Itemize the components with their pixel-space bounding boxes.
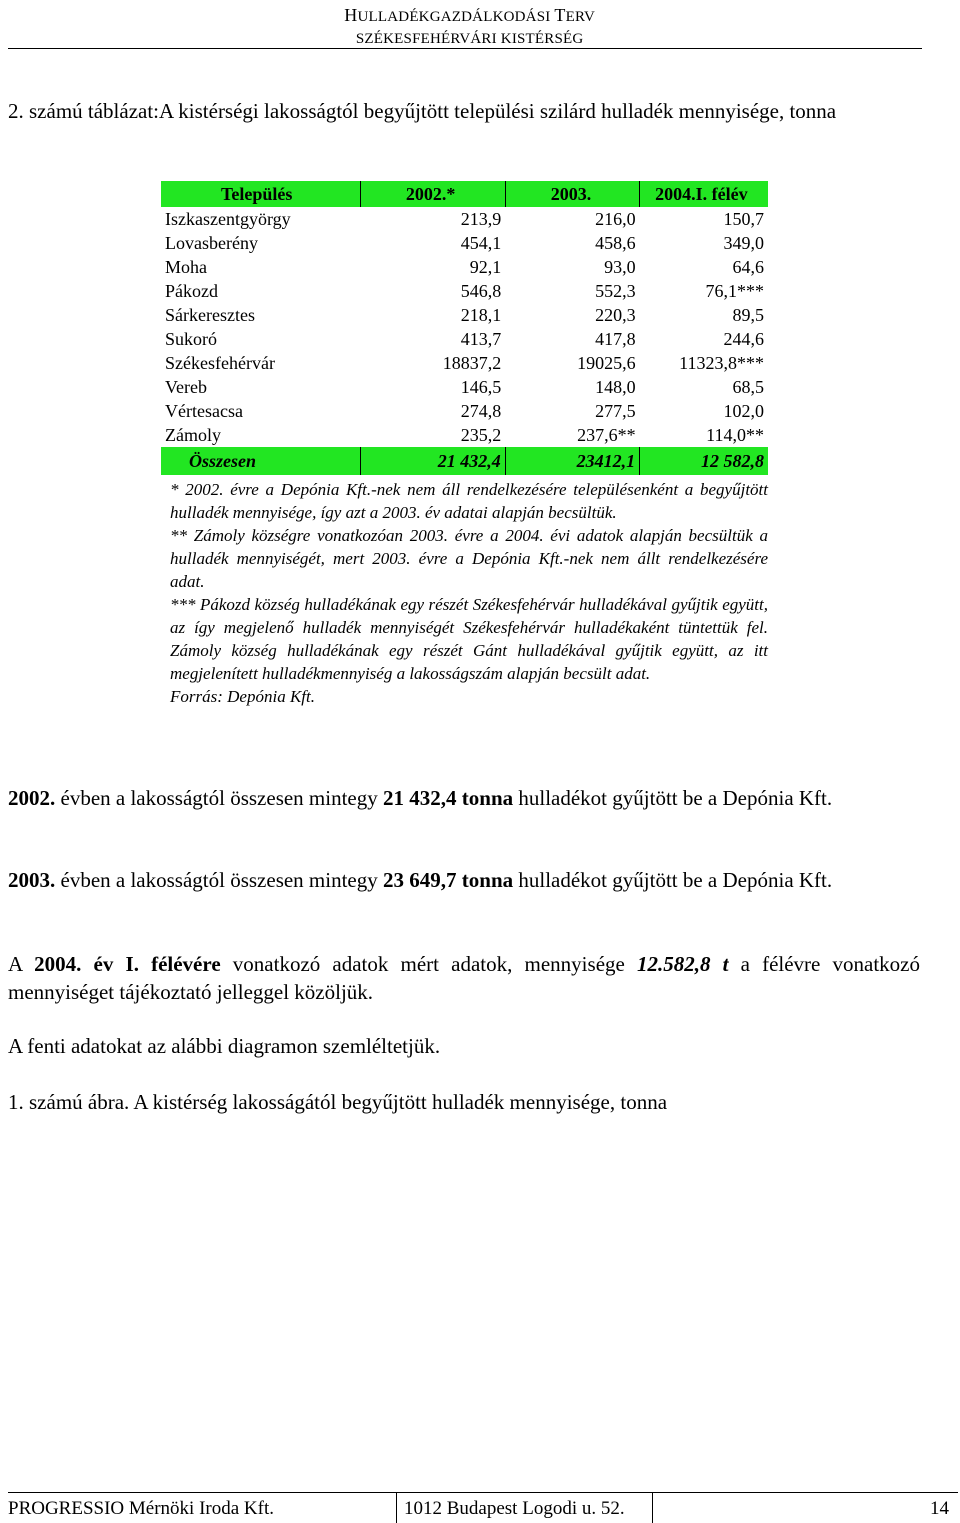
cell-settlement: Lovasberény <box>165 233 258 253</box>
source-note: Forrás: Depónia Kft. <box>170 687 315 706</box>
total-value: 21 432,4 <box>360 447 505 475</box>
cell-value: 218,1 <box>460 305 502 325</box>
column-header: 2004.I. félév <box>640 181 768 207</box>
page-number: 14 <box>930 1498 949 1519</box>
cell-value: 89,5 <box>732 305 764 325</box>
total-value: 12 582,8 <box>640 447 768 475</box>
table-row <box>161 399 768 423</box>
cell-value: 150,7 <box>723 209 764 229</box>
cell-value: 277,5 <box>595 401 636 421</box>
header-divider <box>8 48 922 49</box>
table-row <box>161 303 768 327</box>
table-row <box>161 207 768 231</box>
cell-value: 102,0 <box>723 401 764 421</box>
total-value: 23412,1 <box>505 447 639 475</box>
waste-table <box>161 181 768 475</box>
table-header-row <box>161 181 768 207</box>
table-row <box>161 255 768 279</box>
cell-settlement: Pákozd <box>165 281 218 301</box>
cell-settlement: Sárkeresztes <box>165 305 255 325</box>
cell-value: 19025,6 <box>577 353 636 373</box>
cell-settlement: Moha <box>165 257 207 277</box>
paragraph-2003: 2003. évben a lakosságtól összesen mintegy 23 649,7 tonna hulladékot gyűjtött be a Depónia Kft. <box>8 868 833 892</box>
cell-value: 76,1*** <box>705 281 764 301</box>
total-label: Összesen <box>161 447 360 475</box>
cell-value: 220,3 <box>595 305 636 325</box>
cell-value: 413,7 <box>460 329 502 349</box>
cell-settlement: Sukoró <box>165 329 218 349</box>
footnote-1: * 2002. évre a Depónia Kft.-nek nem áll rendelkezésére településenként a begyűjtött hulladék mennyisége, így azt a 2003. év adatai alapján becsültük. <box>170 480 768 522</box>
table-row <box>161 231 768 255</box>
cell-value: 92,1 <box>469 257 502 277</box>
table-footnotes <box>170 478 768 708</box>
cell-value: 546,8 <box>460 281 502 301</box>
cell-settlement: Székesfehérvár <box>165 353 275 373</box>
cell-value: 454,1 <box>460 233 502 253</box>
cell-value: 11323,8*** <box>679 353 764 373</box>
cell-value: 235,2 <box>460 425 502 445</box>
cell-settlement: Iszkaszentgyörgy <box>165 209 291 229</box>
cell-value: 244,6 <box>723 329 764 349</box>
cell-settlement: Zámoly <box>165 425 221 445</box>
table-total-row <box>161 447 768 475</box>
running-header <box>344 4 595 50</box>
cell-value: 552,3 <box>595 281 636 301</box>
paragraph-diagram-intro: A fenti adatokat az alábbi diagramon szemléltetjük. <box>8 1034 441 1058</box>
footnote-3: *** Pákozd község hulladékának egy részét Székesfehérvár hulladékával gyűjtik együtt, az így megjelenő hulladék mennyiségét Székesfehérvár hulladékaként tüntettük fel. Zámoly község hulladékának egy részét Gánt hulladékával gyűjtik együtt, az itt megjelenített hulladékmennyiség a lakosságszám alapján becsült adat. <box>170 595 768 683</box>
table-caption: 2. számú táblázat:A kistérségi lakosságtól begyűjtött települési szilárd hulladék mennyisége, tonna <box>8 99 837 123</box>
cell-value: 213,9 <box>460 209 502 229</box>
column-header: Település <box>161 181 360 207</box>
table-row <box>161 423 768 447</box>
paragraph-2002: 2002. évben a lakosságtól összesen mintegy 21 432,4 tonna hulladékot gyűjtött be a Depónia Kft. <box>8 786 833 810</box>
cell-value: 18837,2 <box>442 353 502 373</box>
table-row <box>161 327 768 351</box>
table-row <box>161 279 768 303</box>
cell-value: 417,8 <box>595 329 636 349</box>
footer-separator <box>652 1493 653 1523</box>
header-subtitle: SZÉKESFEHÉRVÁRI KISTÉRSÉG <box>355 31 584 47</box>
table-row <box>161 375 768 399</box>
cell-value: 93,0 <box>604 257 636 277</box>
figure-caption: 1. számú ábra. A kistérség lakosságától begyűjtött hulladék mennyisége, tonna <box>8 1090 668 1114</box>
cell-value: 148,0 <box>595 377 636 397</box>
paragraph-2004: A 2004. év I. félévére vonatkozó adatok mért adatok, mennyisége 12.582,8 t a félévre vonatkozó mennyiséget tájékoztató jelleggel közöljük. <box>8 952 920 1004</box>
cell-value: 114,0** <box>706 425 764 445</box>
column-header: 2002.* <box>360 181 505 207</box>
cell-value: 237,6** <box>577 425 636 445</box>
cell-value: 64,6 <box>732 257 764 277</box>
footer-company: PROGRESSIO Mérnöki Iroda Kft. <box>8 1498 274 1519</box>
column-header: 2003. <box>505 181 639 207</box>
header-title: HULLADÉKGAZDÁLKODÁSI TERV <box>344 5 595 25</box>
cell-value: 349,0 <box>723 233 764 253</box>
cell-settlement: Vereb <box>165 377 207 397</box>
cell-value: 458,6 <box>595 233 636 253</box>
footer-address: 1012 Budapest Logodi u. 52. <box>404 1498 625 1519</box>
footer-divider <box>8 1492 958 1493</box>
cell-value: 274,8 <box>460 401 502 421</box>
cell-settlement: Vértesacsa <box>165 401 243 421</box>
cell-value: 146,5 <box>460 377 502 397</box>
cell-value: 68,5 <box>732 377 764 397</box>
cell-value: 216,0 <box>595 209 636 229</box>
footer-separator <box>396 1493 397 1523</box>
table-row <box>161 351 768 375</box>
footnote-2: ** Zámoly községre vonatkozóan 2003. évre a 2004. évi adatok alapján becsültük a hulladék mennyiségét, mert 2003. évre a Depónia Kft.-nek nem állt rendelkezésére adat. <box>170 526 768 591</box>
